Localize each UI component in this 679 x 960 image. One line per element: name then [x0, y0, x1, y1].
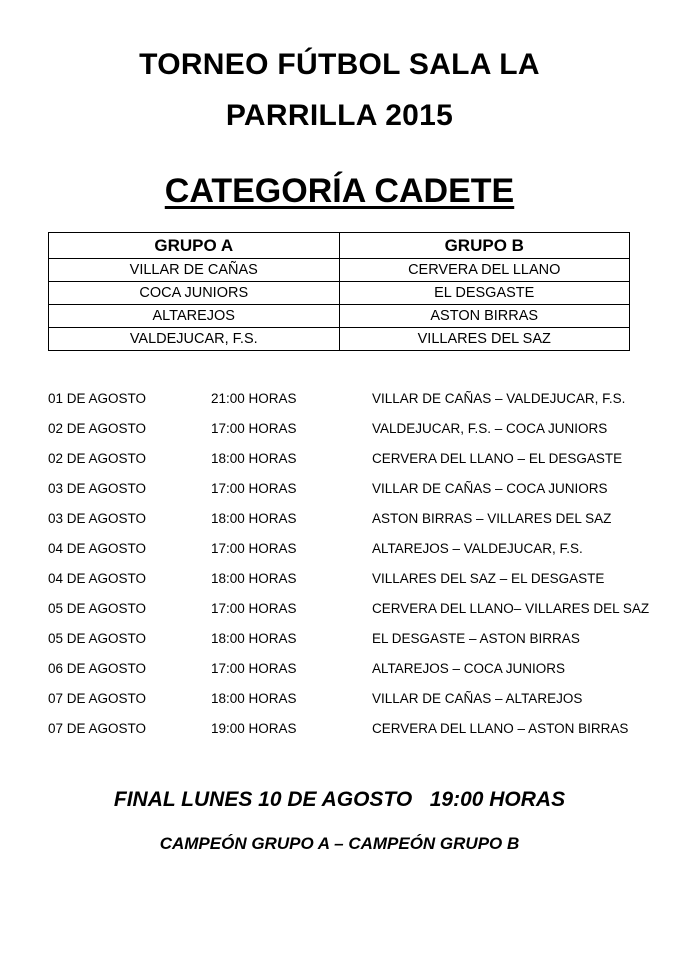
- match-row: [0, 691, 679, 711]
- match-time: 17:00 HORAS: [211, 601, 297, 616]
- group-b-team: VILLARES DEL SAZ: [339, 328, 630, 351]
- match-row: [0, 421, 679, 441]
- group-b-team: EL DESGASTE: [339, 282, 630, 305]
- match-row: [0, 721, 679, 741]
- title-line-2: PARRILLA 2015: [225, 99, 454, 132]
- match-teams: VILLAR DE CAÑAS – COCA JUNIORS: [372, 481, 608, 496]
- match-teams: CERVERA DEL LLANO– VILLARES DEL SAZ: [372, 601, 650, 616]
- match-date: 05 DE AGOSTO: [48, 631, 147, 646]
- match-row: [0, 631, 679, 651]
- match-row: [0, 571, 679, 591]
- group-a-team: ALTAREJOS: [49, 305, 340, 328]
- final-teams: CAMPEÓN GRUPO A – CAMPEÓN GRUPO B: [159, 834, 520, 853]
- group-a-team: VALDEJUCAR, F.S.: [49, 328, 340, 351]
- match-date: 07 DE AGOSTO: [48, 691, 147, 706]
- match-time: 17:00 HORAS: [211, 481, 297, 496]
- groups-table: [48, 232, 630, 351]
- match-teams: CERVERA DEL LLANO – EL DESGASTE: [372, 451, 623, 466]
- match-teams: ALTAREJOS – COCA JUNIORS: [372, 661, 566, 676]
- title-line-1: TORNEO FÚTBOL SALA LA: [139, 48, 540, 81]
- match-row: [0, 391, 679, 411]
- match-time: 21:00 HORAS: [211, 391, 297, 406]
- match-date: 03 DE AGOSTO: [48, 511, 147, 526]
- match-row: [0, 451, 679, 471]
- final-announcement: FINAL LUNES 10 DE AGOSTO 19:00 HORAS: [113, 788, 566, 811]
- group-a-team: VILLAR DE CAÑAS: [49, 259, 340, 282]
- group-a-header: GRUPO A: [49, 233, 340, 259]
- match-teams: CERVERA DEL LLANO – ASTON BIRRAS: [372, 721, 629, 736]
- match-time: 18:00 HORAS: [211, 511, 297, 526]
- match-date: 04 DE AGOSTO: [48, 571, 147, 586]
- match-time: 18:00 HORAS: [211, 571, 297, 586]
- group-b-header: GRUPO B: [339, 233, 630, 259]
- match-date: 02 DE AGOSTO: [48, 421, 147, 436]
- category-heading-text: CATEGORÍA CADETE: [164, 172, 515, 210]
- match-row: [0, 661, 679, 681]
- match-row: [0, 541, 679, 561]
- groups-header-row: [49, 233, 630, 259]
- match-teams: VALDEJUCAR, F.S. – COCA JUNIORS: [372, 421, 608, 436]
- groups-row: [49, 259, 630, 282]
- match-date: 04 DE AGOSTO: [48, 541, 147, 556]
- match-date: 03 DE AGOSTO: [48, 481, 147, 496]
- match-teams: VILLAR DE CAÑAS – ALTAREJOS: [372, 691, 583, 706]
- match-row: [0, 481, 679, 501]
- match-date: 02 DE AGOSTO: [48, 451, 147, 466]
- match-date: 01 DE AGOSTO: [48, 391, 147, 406]
- match-date: 05 DE AGOSTO: [48, 601, 147, 616]
- match-time: 17:00 HORAS: [211, 661, 297, 676]
- category-heading: [0, 172, 679, 211]
- groups-row: [49, 305, 630, 328]
- match-time: 18:00 HORAS: [211, 451, 297, 466]
- group-b-team: ASTON BIRRAS: [339, 305, 630, 328]
- groups-row: [49, 328, 630, 351]
- match-row: [0, 511, 679, 531]
- match-date: 07 DE AGOSTO: [48, 721, 147, 736]
- match-time: 18:00 HORAS: [211, 691, 297, 706]
- group-a-team: COCA JUNIORS: [49, 282, 340, 305]
- match-time: 17:00 HORAS: [211, 541, 297, 556]
- match-time: 17:00 HORAS: [211, 421, 297, 436]
- match-date: 06 DE AGOSTO: [48, 661, 147, 676]
- groups-row: [49, 282, 630, 305]
- match-time: 19:00 HORAS: [211, 721, 297, 736]
- match-teams: EL DESGASTE – ASTON BIRRAS: [372, 631, 580, 646]
- match-time: 18:00 HORAS: [211, 631, 297, 646]
- match-row: [0, 601, 679, 621]
- match-teams: VILLARES DEL SAZ – EL DESGASTE: [372, 571, 605, 586]
- match-teams: ALTAREJOS – VALDEJUCAR, F.S.: [372, 541, 583, 556]
- match-teams: ASTON BIRRAS – VILLARES DEL SAZ: [372, 511, 612, 526]
- group-b-team: CERVERA DEL LLANO: [339, 259, 630, 282]
- match-teams: VILLAR DE CAÑAS – VALDEJUCAR, F.S.: [372, 391, 626, 406]
